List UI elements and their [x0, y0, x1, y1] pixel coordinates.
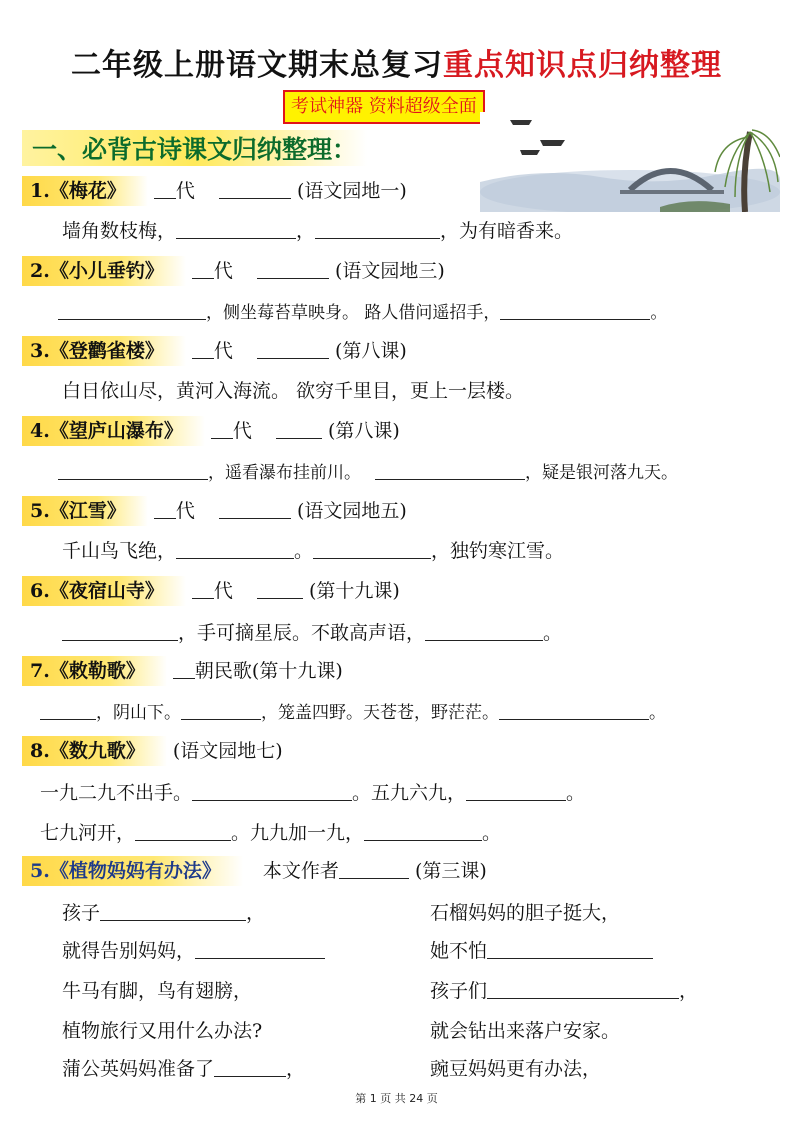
blank[interactable]	[192, 578, 214, 599]
blank[interactable]	[466, 780, 566, 801]
blank[interactable]	[192, 338, 214, 359]
plant-right-1: 石榴妈妈的胆子挺大，	[430, 902, 621, 924]
blank[interactable]	[214, 1056, 286, 1077]
poem-1-heading: 1.《梅花》 代 (语文园地一)	[30, 176, 407, 206]
poem-1-line: 墙角数枝梅， ， ，为有暗香来。	[62, 220, 574, 242]
blank[interactable]	[181, 699, 261, 720]
plant-left-2: 就得告别妈妈，	[62, 936, 325, 966]
blank[interactable]	[339, 858, 409, 879]
blank[interactable]	[195, 938, 325, 959]
blank[interactable]	[40, 699, 96, 720]
plant-left-4: 植物旅行又用什么办法?	[62, 1020, 263, 1042]
poem-8-heading: 8.《数九歌》 (语文园地七)	[30, 736, 283, 766]
plant-right-5: 豌豆妈妈更有办法，	[430, 1058, 602, 1080]
blank[interactable]	[487, 938, 653, 959]
blank[interactable]	[500, 299, 650, 320]
poem-2-line: ，侧坐莓苔草映身。 路人借问遥招手， 。	[58, 298, 667, 328]
title-part1: 二年级上册语文期末总复习	[71, 48, 443, 83]
blank[interactable]	[58, 299, 206, 320]
poem-1-title: 1.《梅花》	[22, 176, 148, 206]
poem-4-line: ，遥看瀑布挂前川。 ，疑是银河落九天。	[58, 458, 678, 488]
blank[interactable]	[58, 459, 208, 480]
blank[interactable]	[425, 620, 543, 641]
blank[interactable]	[487, 978, 679, 999]
poem-5-heading: 5.《江雪》 代 (语文园地五)	[30, 496, 407, 526]
blank[interactable]	[364, 820, 482, 841]
blank[interactable]	[219, 178, 291, 199]
poem-5-title: 5.《江雪》	[22, 496, 148, 526]
blank[interactable]	[100, 900, 246, 921]
poem-7-heading: 7.《敕勒歌》 朝民歌(第十九课)	[30, 656, 343, 686]
blank[interactable]	[211, 418, 233, 439]
poem-7-title: 7.《敕勒歌》	[22, 656, 167, 686]
title-part2: 重点知识点归纳整理	[443, 48, 722, 83]
poem-6-line: ，手可摘星辰。不敢高声语， 。	[62, 618, 562, 648]
section-title: 一、必背古诗课文归纳整理：	[22, 130, 367, 166]
page-title	[0, 40, 793, 84]
blank[interactable]	[176, 218, 296, 239]
plant-left-5: 蒲公英妈妈准备了 ，	[62, 1058, 306, 1080]
subtitle-badge: 考试神器 资料超级全面	[283, 90, 485, 124]
poem-4-title: 4.《望庐山瀑布》	[22, 416, 205, 446]
poem-6-title: 6.《夜宿山寺》	[22, 576, 186, 606]
poem-5-line: 千山鸟飞绝， 。 ，独钓寒江雪。	[62, 540, 565, 562]
blank[interactable]	[257, 258, 329, 279]
blank[interactable]	[173, 658, 195, 679]
poem-3-title: 3.《登鹳雀楼》	[22, 336, 186, 366]
poem-2-heading: 2.《小儿垂钓》 代 (语文园地三)	[30, 256, 445, 286]
poem-2-title: 2.《小儿垂钓》	[22, 256, 186, 286]
blank[interactable]	[154, 178, 176, 199]
plant-left-3: 牛马有脚，鸟有翅膀，	[62, 980, 253, 1002]
poem-4-heading: 4.《望庐山瀑布》 代 (第八课)	[30, 416, 400, 446]
page-footer: 第 1 页 共 24 页	[355, 1092, 438, 1105]
text-9-title: 5.《植物妈妈有办法》	[22, 856, 243, 886]
poem-3-heading: 3.《登鹳雀楼》 代 (第八课)	[30, 336, 407, 366]
plant-right-2: 她不怕	[430, 936, 653, 966]
blank[interactable]	[257, 338, 329, 359]
plant-left-1: 孩子 ，	[62, 902, 266, 924]
plant-right-4: 就会钻出来落户安家。	[430, 1020, 621, 1042]
poem-3-line: 白日依山尽，黄河入海流。 欲穷千里目，更上一层楼。	[62, 380, 525, 402]
plant-right-3: 孩子们 ，	[430, 980, 699, 1002]
blank[interactable]	[192, 258, 214, 279]
blank[interactable]	[176, 538, 294, 559]
text-9-heading: 5.《植物妈妈有办法》 本文作者 (第三课)	[30, 856, 487, 886]
blank[interactable]	[135, 820, 231, 841]
blank[interactable]	[192, 780, 352, 801]
blank[interactable]	[375, 459, 525, 480]
blank[interactable]	[276, 418, 322, 439]
poem-8-line-2: 七九河开， 。九九加一九， 。	[40, 822, 502, 844]
blank[interactable]	[499, 699, 649, 720]
blank[interactable]	[315, 218, 440, 239]
poem-7-line: ，阴山下。 ，笼盖四野。天苍苍，野茫茫。 。	[40, 698, 666, 728]
blank[interactable]	[257, 578, 303, 599]
poem-8-line-1: 一九二九不出手。 。五九六九， 。	[40, 782, 586, 804]
blank[interactable]	[313, 538, 431, 559]
poem-6-heading: 6.《夜宿山寺》 代 (第十九课)	[30, 576, 400, 606]
blank[interactable]	[154, 498, 176, 519]
blank[interactable]	[219, 498, 291, 519]
landscape-illustration	[480, 112, 780, 212]
blank[interactable]	[62, 620, 178, 641]
poem-8-title: 8.《数九歌》	[22, 736, 167, 766]
